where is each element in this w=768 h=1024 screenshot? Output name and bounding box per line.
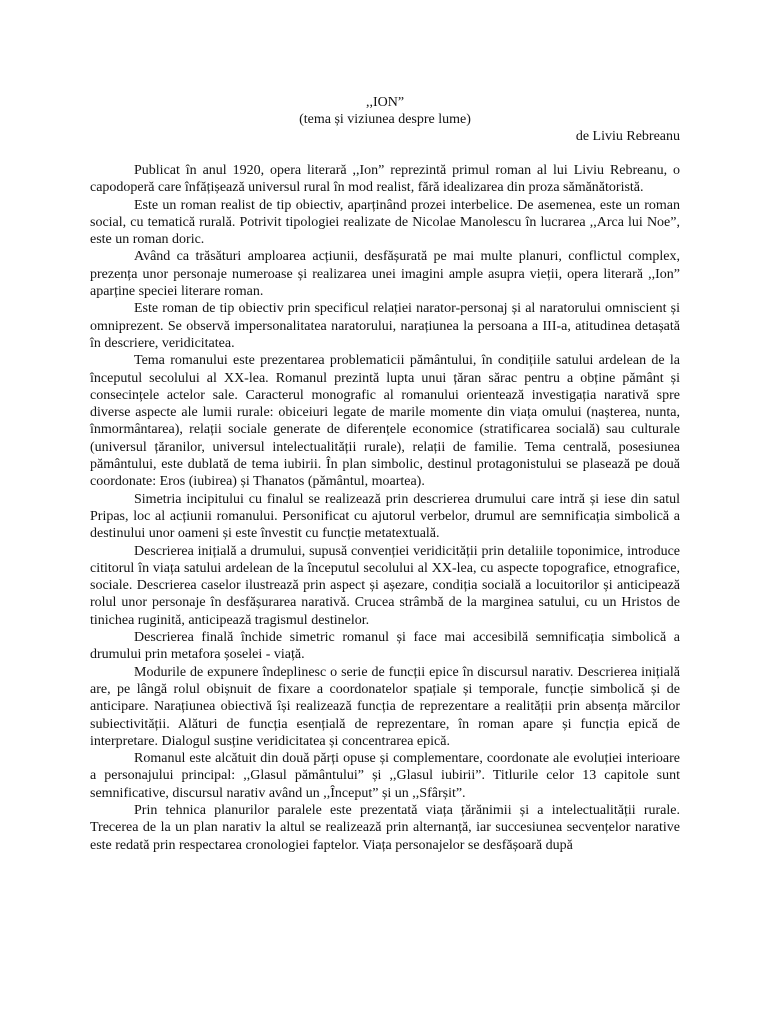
paragraph: Descrierea finală închide simetric romanul și face mai accesibilă semnificația simbolică a drumului prin metafora șoselei - viață. <box>90 630 680 663</box>
paragraph: Este roman de tip obiectiv prin specificul relației narator-personaj și al naratorului omniscient și omniprezent. Se observă impersonalitatea naratorului, narațiunea la persoana a III-a, atitudinea detașată în descriere, veridicitatea. <box>90 301 680 351</box>
document-subtitle: (tema și viziunea despre lume) <box>299 112 471 127</box>
paragraph: Având ca trăsături amploarea acțiunii, desfășurată pe mai multe planuri, conflictul complex, prezența unor personaje numeroase și realizarea unei imagini ample asupra vieții, opera literară ,,Ion” aparține speciei literare roman. <box>90 249 680 300</box>
paragraph: Descrierea inițială a drumului, supusă convenției veridicității prin detaliile toponimice, introduce cititorul în viața satului ardelean de la începutul secolului al XX-lea, cu aspecte topografice, etnografice, sociale. Descrierea caselor ilustrează prin aspect și așezare, condiția socială a locuitorilor și anticipează rolul unor personaje în desfășurarea narativă. Crucea strâmbă de la marginea satului, cu un Hristos de tinichea ruginită, anticipează tragismul destinelor. <box>90 543 680 628</box>
paragraph: Romanul este alcătuit din două părți opuse și complementare, coordonate ale evoluției interioare a personajului principal: ,,Glasul pământului” și ,,Glasul iubirii”. Titlurile celor 13 capitole sunt semnificative, discursul narativ având un ,,Început” și un ,,Sfârșit”. <box>90 751 680 801</box>
paragraph: Prin tehnica planurilor paralele este prezentată viața țărănimii și a intelectualității rurale. Trecerea de la un plan narativ la altul se realizează prin alternanță, iar succesiunea secvențelor narative este redată prin respectarea cronologiei faptelor. Viața personajelor se desfășoară după <box>90 802 680 853</box>
paragraph: Modurile de expunere îndeplinesc o serie de funcții epice în discursul narativ. Descrierea inițială are, pe lângă rolul obișnuit de fixare a coordonatelor spațiale și temporale, funcție simbolică și de anticipare. Narațiunea obiectivă își realizează funcția de reprezentare a realității prin absența mărcilor subiectivității. Alături de funcția esențială de reprezentare, în roman apare și funcția epică de interpretare. Dialogul susține veridicitatea și concentrarea epică. <box>90 664 680 749</box>
paragraph: Simetria incipitului cu finalul se realizează prin descrierea drumului care intră și iese din satul Pripas, loc al acțiunii romanului. Personificat cu ajutorul verbelor, drumul are semnificația simbolică a destinului unor oameni și este învestit cu funcție metatextuală. <box>90 491 680 542</box>
document-author: de Liviu Rebreanu <box>575 129 680 144</box>
paragraph: Este un roman realist de tip obiectiv, aparținând prozei interbelice. De asemenea, este un roman social, cu tematică rurală. Potrivit tipologiei realizate de Nicolae Manolescu în lucrarea ,,Arca lui Noe”, este un roman doric. <box>90 197 680 248</box>
paragraph: Tema romanului este prezentarea problematicii pământului, în condițiile satului ardelean de la începutul secolului al XX-lea. Romanul prezintă lupta unui țăran sărac pentru a obține pământ și consecințele actelor sale. Caracterul monografic al romanului orientează investigația narativă spre diverse aspecte ale lumii rurale: obiceiuri legate de marile momente din viața omului (nașterea, nunta, înmormântarea), relații sociale generate de diferențele economice (stratificarea socială) sau culturale (universul țăranilor, universul intelectualității rurale), relații de familie. Tema centrală, posesiunea pământului, este dublată de tema iubirii. În plan simbolic, destinul protagonistului se plasează pe două coordonate: Eros (iubirea) și Thanatos (pământul, moartea). <box>90 353 680 490</box>
document-body <box>90 162 680 854</box>
document-title: ,,ION” <box>365 95 405 110</box>
paragraph: Publicat în anul 1920, opera literară ,,Ion” reprezintă primul roman al lui Liviu Rebreanu, o capodoperă care înfățișează universul rural în mod realist, fără idealizarea din proza sămănătoristă. <box>90 163 680 196</box>
